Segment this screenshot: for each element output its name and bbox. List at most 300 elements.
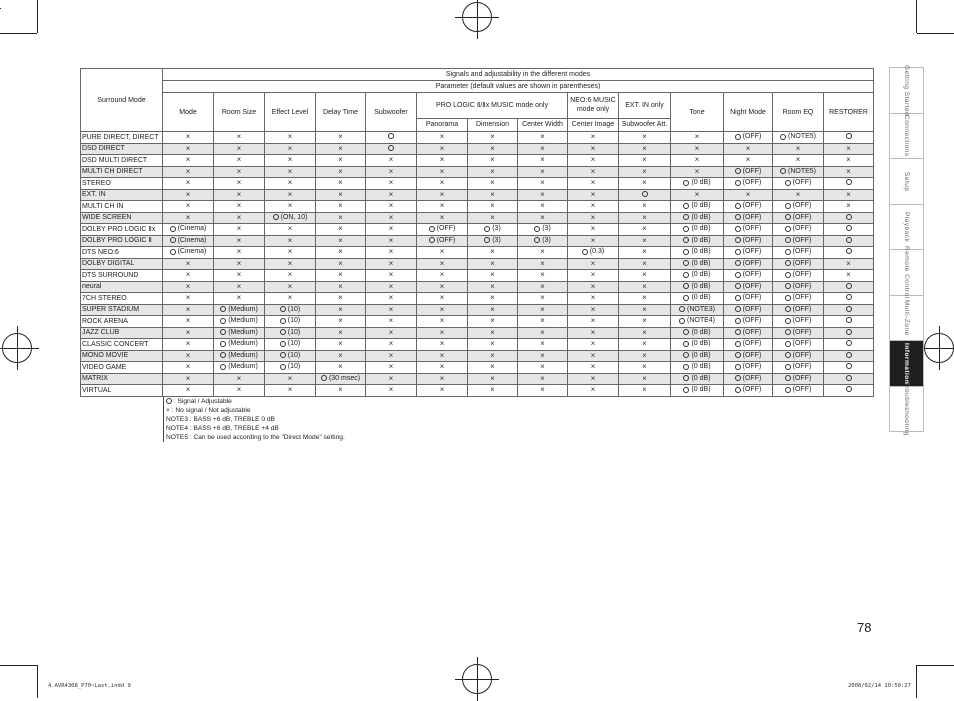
table-cell xyxy=(518,166,568,178)
table-cell xyxy=(724,304,773,316)
cross-icon: × xyxy=(590,362,596,372)
cross-icon: × xyxy=(540,373,545,383)
default-value: (OFF) xyxy=(792,351,812,359)
circle-icon xyxy=(273,214,279,220)
table-cell xyxy=(824,385,874,397)
table-cell xyxy=(214,247,265,259)
cross-icon: × xyxy=(166,407,170,415)
cross-icon: × xyxy=(540,316,545,326)
circle-icon xyxy=(846,225,852,231)
circle-icon xyxy=(280,318,286,324)
default-value: (0 dB) xyxy=(691,271,711,278)
circle-icon xyxy=(429,226,435,232)
mode-name: MATRIX xyxy=(81,373,163,385)
table-cell xyxy=(619,224,671,236)
table-cell xyxy=(366,270,417,282)
table-cell xyxy=(824,224,874,236)
table-cell xyxy=(518,212,568,224)
nav-tab-connections[interactable] xyxy=(889,114,924,160)
table-cell xyxy=(265,293,316,305)
nav-tab-troubleshooting[interactable] xyxy=(889,381,924,436)
cross-icon: × xyxy=(185,327,191,337)
circle-icon xyxy=(846,133,852,139)
default-value: (10) xyxy=(287,340,301,347)
cross-icon: × xyxy=(439,293,445,303)
default-value: (0 dB) xyxy=(691,213,711,221)
cross-icon: × xyxy=(590,339,596,349)
cross-icon: × xyxy=(590,385,596,395)
circle-icon xyxy=(846,283,852,289)
table-row xyxy=(81,155,874,167)
cross-icon: × xyxy=(642,293,647,303)
table-cell xyxy=(619,189,671,201)
table-cell xyxy=(468,362,518,374)
table-cell xyxy=(214,132,265,144)
default-value: (0 dB) xyxy=(691,236,711,244)
table-cell xyxy=(214,281,265,293)
table-cell xyxy=(824,258,874,270)
table-cell xyxy=(163,247,214,259)
table-cell xyxy=(214,189,265,201)
table-cell xyxy=(468,339,518,351)
cross-icon: × xyxy=(388,362,394,372)
table-cell xyxy=(214,201,265,213)
cross-icon: × xyxy=(185,362,191,372)
cross-icon: × xyxy=(287,166,293,176)
table-cell xyxy=(214,235,265,247)
circle-icon xyxy=(280,364,286,370)
table-cell xyxy=(724,247,773,259)
cross-icon: × xyxy=(236,143,242,153)
table-cell xyxy=(619,178,671,190)
table-cell xyxy=(518,316,568,328)
table-cell xyxy=(671,385,724,397)
table-row xyxy=(81,247,874,259)
table-cell xyxy=(568,224,619,236)
table-row xyxy=(81,373,874,385)
cross-icon: × xyxy=(338,201,343,211)
cross-icon: × xyxy=(590,166,596,176)
table-cell xyxy=(316,155,366,167)
table-row xyxy=(81,212,874,224)
crop-mark xyxy=(917,33,954,34)
circle-icon xyxy=(280,352,286,358)
legend-notes xyxy=(163,397,345,442)
cross-icon: × xyxy=(185,304,191,314)
table-cell xyxy=(518,235,568,247)
table-cell xyxy=(316,212,366,224)
table-cell xyxy=(163,132,214,144)
table-cell xyxy=(366,143,417,155)
mode-name: DSD DIRECT xyxy=(81,143,163,155)
cross-icon: × xyxy=(338,235,343,245)
table-cell xyxy=(316,235,366,247)
table-cell xyxy=(619,155,671,167)
header-panorama: Panorama xyxy=(417,118,468,131)
default-value: (NOTE5) xyxy=(788,133,816,140)
table-cell xyxy=(163,316,214,328)
table-cell xyxy=(568,132,619,144)
cross-icon: × xyxy=(490,304,495,314)
table-cell xyxy=(163,270,214,282)
cross-icon: × xyxy=(642,258,647,268)
circle-icon xyxy=(735,134,741,140)
table-cell xyxy=(214,270,265,282)
cross-icon: × xyxy=(236,235,242,245)
circle-icon xyxy=(846,294,852,300)
mode-name: DTS NEO:6 xyxy=(81,247,163,259)
mode-name: CLASSIC CONCERT xyxy=(81,339,163,351)
table-cell xyxy=(518,224,568,236)
crop-mark xyxy=(0,8,1,9)
nav-tab-playback[interactable] xyxy=(889,205,924,251)
table-cell xyxy=(619,143,671,155)
default-value: (0 dB) xyxy=(691,374,711,382)
table-cell xyxy=(824,373,874,385)
circle-icon xyxy=(785,387,791,393)
table-cell xyxy=(316,293,366,305)
default-value: (OFF) xyxy=(792,271,812,278)
table-row xyxy=(81,316,874,328)
circle-icon xyxy=(735,260,741,266)
table-row xyxy=(81,339,874,351)
table-cell xyxy=(366,235,417,247)
table-cell xyxy=(724,281,773,293)
table-cell xyxy=(468,327,518,339)
circle-icon xyxy=(846,363,852,369)
default-value: (Medium) xyxy=(228,317,258,324)
cross-icon: × xyxy=(388,385,394,395)
table-cell xyxy=(265,258,316,270)
cross-icon: × xyxy=(846,166,851,176)
table-cell xyxy=(417,143,468,155)
circle-icon xyxy=(846,317,852,323)
cross-icon: × xyxy=(590,350,596,360)
circle-icon xyxy=(785,329,791,335)
cross-icon: × xyxy=(236,189,242,199)
nav-tab-information[interactable] xyxy=(889,341,924,387)
cross-icon: × xyxy=(388,258,394,268)
table-cell xyxy=(163,189,214,201)
table-cell xyxy=(619,362,671,374)
default-value: (NOTE4) xyxy=(687,317,715,324)
cross-icon: × xyxy=(540,247,545,257)
table-cell xyxy=(671,350,724,362)
cross-icon: × xyxy=(236,212,242,222)
cross-icon: × xyxy=(540,350,545,360)
circle-icon xyxy=(785,203,791,209)
table-cell xyxy=(671,327,724,339)
default-value: (10) xyxy=(287,363,301,370)
circle-icon xyxy=(280,329,286,335)
cross-icon: × xyxy=(338,304,343,314)
circle-icon xyxy=(846,386,852,392)
cross-icon: × xyxy=(287,178,293,188)
table-cell xyxy=(366,201,417,213)
circle-icon xyxy=(735,364,741,370)
table-cell xyxy=(773,132,824,144)
cross-icon: × xyxy=(642,235,647,245)
table-cell xyxy=(316,385,366,397)
table-cell xyxy=(568,258,619,270)
table-cell xyxy=(265,270,316,282)
table-cell xyxy=(671,293,724,305)
table-cell xyxy=(265,304,316,316)
default-value: (OFF) xyxy=(792,340,812,347)
table-cell xyxy=(468,258,518,270)
table-cell xyxy=(366,166,417,178)
cross-icon: × xyxy=(338,258,343,268)
default-value: (Medium) xyxy=(228,305,258,313)
table-cell xyxy=(824,270,874,282)
circle-icon xyxy=(220,306,226,312)
cross-icon: × xyxy=(540,201,545,211)
cross-icon: × xyxy=(439,316,445,326)
cross-icon: × xyxy=(642,339,647,349)
table-cell xyxy=(366,293,417,305)
cross-icon: × xyxy=(439,350,445,360)
table-cell xyxy=(824,212,874,224)
cross-icon: × xyxy=(338,362,343,372)
cross-icon: × xyxy=(185,132,191,142)
table-cell xyxy=(417,235,468,247)
circle-icon xyxy=(683,260,689,266)
cross-icon: × xyxy=(185,166,191,176)
cross-icon: × xyxy=(388,293,394,303)
default-value: (Cinema) xyxy=(177,236,207,244)
table-cell xyxy=(366,247,417,259)
circle-icon xyxy=(321,375,327,381)
table-cell xyxy=(518,304,568,316)
table-cell xyxy=(366,304,417,316)
table-cell xyxy=(214,293,265,305)
cross-icon: × xyxy=(490,212,495,222)
cross-icon: × xyxy=(287,189,293,199)
table-cell xyxy=(265,235,316,247)
table-cell xyxy=(417,201,468,213)
default-value: (0 dB) xyxy=(691,248,711,255)
circle-icon xyxy=(735,226,741,232)
footer-file-info: 4.AVR4308_P70~Last.indd 9 xyxy=(48,683,131,689)
cross-icon: × xyxy=(439,212,445,222)
note3: NOTE3 : BASS +6 dB, TREBLE 0 dB xyxy=(166,416,275,424)
table-cell xyxy=(366,362,417,374)
circle-icon xyxy=(846,329,852,335)
circle-icon xyxy=(785,237,791,243)
table-cell xyxy=(773,155,824,167)
table-cell xyxy=(265,350,316,362)
table-cell xyxy=(214,327,265,339)
table-cell xyxy=(671,224,724,236)
table-cell xyxy=(163,212,214,224)
cross-icon: × xyxy=(540,327,545,337)
table-cell xyxy=(163,385,214,397)
table-cell xyxy=(568,143,619,155)
circle-icon xyxy=(785,364,791,370)
circle-icon xyxy=(735,214,741,220)
nav-tab-setup[interactable] xyxy=(889,159,924,205)
footer-timestamp: 2008/02/14 10:50:27 xyxy=(848,683,911,689)
cross-icon: × xyxy=(490,293,495,303)
table-cell xyxy=(163,155,214,167)
table-cell xyxy=(671,178,724,190)
table-cell xyxy=(417,247,468,259)
circle-icon xyxy=(735,237,741,243)
circle-icon xyxy=(642,191,648,197)
header-subwoofer-att: Subwoofer Att. xyxy=(619,118,671,131)
mode-name: DOLBY PRO LOGIC Ⅱx xyxy=(81,224,163,236)
table-cell xyxy=(518,327,568,339)
header-room-eq: Room EQ xyxy=(773,93,824,132)
circle-icon xyxy=(735,272,741,278)
table-body xyxy=(81,132,874,397)
mode-name: MONO MOVIE xyxy=(81,350,163,362)
cross-icon: × xyxy=(490,258,495,268)
table-cell xyxy=(468,316,518,328)
table-cell xyxy=(824,132,874,144)
default-value: (OFF) xyxy=(742,236,762,244)
default-value: (Cinema) xyxy=(177,225,207,232)
circle-icon xyxy=(735,168,741,174)
table-cell xyxy=(619,385,671,397)
circle-icon xyxy=(683,352,689,358)
default-value: (OFF) xyxy=(742,351,762,359)
table-row xyxy=(81,350,874,362)
table-cell xyxy=(724,132,773,144)
table-cell xyxy=(724,166,773,178)
table-cell xyxy=(671,316,724,328)
cross-icon: × xyxy=(439,258,445,268)
circle-icon xyxy=(170,237,176,243)
circle-icon xyxy=(582,249,588,255)
default-value: (OFF) xyxy=(792,294,812,301)
table-cell xyxy=(724,350,773,362)
cross-icon: × xyxy=(642,201,647,211)
cross-icon: × xyxy=(388,327,394,337)
default-value: (3) xyxy=(542,225,551,232)
table-cell xyxy=(671,235,724,247)
cross-icon: × xyxy=(540,258,545,268)
table-cell xyxy=(468,235,518,247)
table-cell xyxy=(417,327,468,339)
table-cell xyxy=(724,155,773,167)
circle-icon xyxy=(683,329,689,335)
mode-name: DSD MULTI DIRECT xyxy=(81,155,163,167)
circle-icon xyxy=(735,387,741,393)
table-cell xyxy=(773,270,824,282)
table-cell xyxy=(518,281,568,293)
table-cell xyxy=(417,155,468,167)
table-cell xyxy=(619,327,671,339)
table-cell xyxy=(671,155,724,167)
table-cell xyxy=(568,235,619,247)
crop-mark xyxy=(916,0,917,33)
default-value: (0 dB) xyxy=(691,363,711,370)
table-cell xyxy=(417,258,468,270)
table-cell xyxy=(163,201,214,213)
cross-icon: × xyxy=(540,293,545,303)
circle-icon xyxy=(846,306,852,312)
cross-icon: × xyxy=(388,373,394,383)
cross-icon: × xyxy=(439,339,445,349)
table-cell xyxy=(163,166,214,178)
table-cell xyxy=(316,201,366,213)
table-cell xyxy=(824,281,874,293)
table-cell xyxy=(468,385,518,397)
nav-tab-multi-zone[interactable] xyxy=(889,296,924,342)
nav-tab-remote-control[interactable] xyxy=(889,245,924,299)
table-cell xyxy=(724,143,773,155)
table-cell xyxy=(417,373,468,385)
table-cell xyxy=(316,362,366,374)
circle-icon xyxy=(846,179,852,185)
table-cell xyxy=(824,293,874,305)
default-value: (OFF) xyxy=(792,213,812,221)
cross-icon: × xyxy=(439,385,445,395)
cross-icon: × xyxy=(185,316,191,326)
table-cell xyxy=(316,189,366,201)
table-cell xyxy=(163,178,214,190)
table-cell xyxy=(724,327,773,339)
cross-icon: × xyxy=(490,201,495,211)
table-cell xyxy=(468,224,518,236)
cross-icon: × xyxy=(490,270,495,280)
table-cell xyxy=(468,132,518,144)
table-cell xyxy=(265,201,316,213)
cross-icon: × xyxy=(846,189,851,199)
cross-icon: × xyxy=(590,224,596,234)
cross-icon: × xyxy=(388,247,394,257)
table-cell xyxy=(468,201,518,213)
registration-mark-right xyxy=(924,333,954,363)
cross-icon: × xyxy=(642,385,647,395)
cross-icon: × xyxy=(388,224,394,234)
table-cell xyxy=(417,189,468,201)
table-cell xyxy=(214,212,265,224)
table-cell xyxy=(724,189,773,201)
default-value: (OFF) xyxy=(792,179,812,186)
cross-icon: × xyxy=(642,212,647,222)
table-cell xyxy=(773,350,824,362)
header-neo6: NEO:6 MUSIC mode only xyxy=(568,93,619,119)
table-cell xyxy=(824,327,874,339)
cross-icon: × xyxy=(236,132,242,142)
table-cell xyxy=(671,189,724,201)
default-value: (OFF) xyxy=(742,167,762,175)
table-cell xyxy=(773,293,824,305)
table-cell xyxy=(619,166,671,178)
table-cell xyxy=(518,293,568,305)
table-cell xyxy=(316,339,366,351)
default-value: (OFF) xyxy=(792,259,812,267)
table-cell xyxy=(568,293,619,305)
table-cell xyxy=(468,293,518,305)
default-value: (OFF) xyxy=(792,317,812,324)
cross-icon: × xyxy=(287,201,293,211)
table-cell xyxy=(214,155,265,167)
circle-icon xyxy=(534,237,540,243)
nav-tab-getting-started[interactable] xyxy=(889,64,924,116)
table-cell xyxy=(366,189,417,201)
table-cell xyxy=(316,270,366,282)
default-value: (OFF) xyxy=(792,328,812,336)
table-cell xyxy=(214,385,265,397)
table-cell xyxy=(568,270,619,282)
default-value: (ON, 10) xyxy=(280,213,308,221)
cross-icon: × xyxy=(236,385,242,395)
default-value: (OFF) xyxy=(436,236,456,244)
table-cell xyxy=(366,178,417,190)
